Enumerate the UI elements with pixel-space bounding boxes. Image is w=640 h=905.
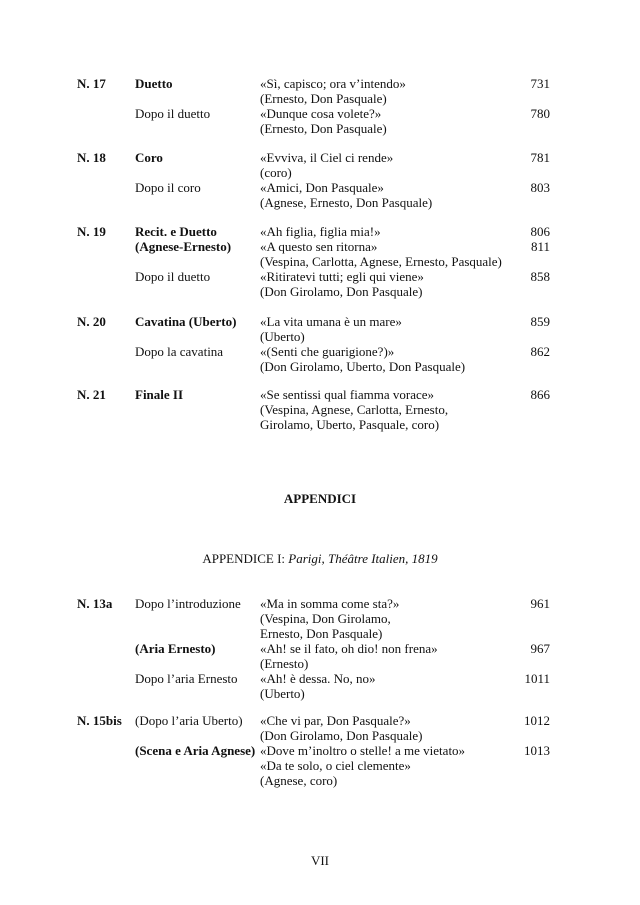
- section-title: Dopo il coro: [135, 180, 201, 195]
- toc-entry-group: [0, 224, 640, 299]
- incipit-text: «Amici, Don Pasquale»: [260, 180, 384, 195]
- incipit-text: «Ritiratevi tutti; egli qui viene»: [260, 269, 424, 284]
- toc-line: [0, 641, 640, 656]
- entry-number: N. 17: [77, 76, 106, 91]
- incipit-text: «Ah! se il fato, oh dio! non frena»: [260, 641, 438, 656]
- page-ref: 811: [530, 239, 550, 254]
- characters-text: (Ernesto, Don Pasquale): [260, 91, 387, 106]
- characters-text: (Don Girolamo, Don Pasquale): [260, 284, 423, 299]
- toc-line: [0, 284, 640, 299]
- page-ref: 731: [530, 76, 550, 91]
- characters-text: (Vespina, Agnese, Carlotta, Ernesto,: [260, 402, 449, 417]
- page-ref: 781: [530, 150, 550, 165]
- toc-line: [0, 269, 640, 284]
- section-title: Dopo il duetto: [135, 269, 211, 284]
- incipit-text: «Che vi par, Don Pasquale?»: [260, 713, 411, 728]
- toc-line: [0, 728, 640, 743]
- toc-line: [0, 359, 640, 374]
- toc-line: [0, 402, 640, 417]
- entry-number: N. 13a: [77, 596, 113, 611]
- page-ref: 1011: [524, 671, 550, 686]
- toc-line: [0, 195, 640, 210]
- toc-line: [0, 596, 640, 611]
- incipit-text: «Sì, capisco; ora v’intendo»: [260, 76, 406, 91]
- toc-line: [0, 121, 640, 136]
- incipit-text: «Dove m’inoltro o stelle! a me vietato»: [260, 743, 466, 758]
- incipit-text: «Evviva, il Ciel ci rende»: [260, 150, 394, 165]
- page-ref: 862: [530, 344, 550, 359]
- section-title: Dopo la cavatina: [135, 344, 224, 359]
- toc-entry-group: [0, 314, 640, 374]
- characters-text: (Vespina, Don Girolamo,: [260, 611, 391, 626]
- characters-text: (Uberto): [260, 686, 305, 701]
- page-ref: 866: [530, 387, 550, 402]
- toc-line: [0, 743, 640, 758]
- page-ref: 780: [530, 106, 550, 121]
- toc-entry-group: [0, 76, 640, 136]
- section-title: (Aria Ernesto): [135, 641, 216, 656]
- characters-text: (Vespina, Carlotta, Agnese, Ernesto, Pasquale): [260, 254, 502, 269]
- toc-line: [0, 713, 640, 728]
- page-ref: 858: [530, 269, 550, 284]
- toc-entry-group: [0, 713, 640, 788]
- page-ref: 1013: [524, 743, 550, 758]
- toc-line: [0, 224, 640, 239]
- toc-line: [0, 758, 640, 773]
- toc-line: [0, 76, 640, 91]
- toc-line: [0, 314, 640, 329]
- incipit-text: «Ma in somma come sta?»: [260, 596, 400, 611]
- section-title: (Agnese-Ernesto): [135, 239, 232, 254]
- section-title: Dopo il duetto: [135, 106, 211, 121]
- toc-line: [0, 165, 640, 180]
- page-ref: 1012: [524, 713, 550, 728]
- toc-line: [0, 150, 640, 165]
- incipit-text: «Ah figlia, figlia mia!»: [260, 224, 381, 239]
- toc-entry-group: [0, 150, 640, 210]
- characters-text: (Agnese, Ernesto, Don Pasquale): [260, 195, 433, 210]
- characters-text: (Agnese, coro): [260, 773, 338, 788]
- entry-number: N. 15bis: [77, 713, 122, 728]
- characters-text: (Uberto): [260, 329, 305, 344]
- characters-text: «Da te solo, o ciel clemente»: [260, 758, 411, 773]
- toc-line: [0, 91, 640, 106]
- section-title: Duetto: [135, 76, 173, 91]
- incipit-text: «Dunque cosa volete?»: [260, 106, 382, 121]
- characters-text: (Don Girolamo, Don Pasquale): [260, 728, 423, 743]
- toc-line: [0, 773, 640, 788]
- appendix-1-venue: Parigi, Théâtre Italien, 1819: [288, 551, 438, 566]
- section-title: Recit. e Duetto: [135, 224, 217, 239]
- entry-number: N. 20: [77, 314, 106, 329]
- toc-line: [0, 626, 640, 641]
- page-ref: 961: [530, 596, 550, 611]
- section-title: (Scena e Aria Agnese): [135, 743, 256, 758]
- toc-line: [0, 686, 640, 701]
- page-ref: 806: [530, 224, 550, 239]
- toc-line: [0, 344, 640, 359]
- section-title: Coro: [135, 150, 163, 165]
- characters-text: (Ernesto, Don Pasquale): [260, 121, 387, 136]
- appendici-heading: APPENDICI: [283, 491, 357, 506]
- toc-line: [0, 329, 640, 344]
- toc-line: [0, 254, 640, 269]
- toc-line: [0, 671, 640, 686]
- appendix-1-prefix: APPENDICE I:: [202, 551, 289, 566]
- characters-text: (Ernesto): [260, 656, 309, 671]
- section-title: Dopo l’introduzione: [135, 596, 241, 611]
- entry-number: N. 18: [77, 150, 106, 165]
- toc-line: [0, 611, 640, 626]
- incipit-text: «Ah! è dessa. No, no»: [260, 671, 376, 686]
- page-ref: 967: [530, 641, 550, 656]
- incipit-text: «Se sentissi qual fiamma vorace»: [260, 387, 435, 402]
- toc-line: [0, 106, 640, 121]
- entry-number: N. 21: [77, 387, 106, 402]
- page-number: VII: [310, 853, 330, 868]
- toc-line: [0, 656, 640, 671]
- incipit-text: «La vita umana è un mare»: [260, 314, 402, 329]
- section-title: (Dopo l’aria Uberto): [135, 713, 243, 728]
- toc-line: [0, 180, 640, 195]
- toc-line: [0, 239, 640, 254]
- section-title: Finale II: [135, 387, 184, 402]
- incipit-text: «(Senti che guarigione?)»: [260, 344, 395, 359]
- toc-entry-group: [0, 387, 640, 432]
- toc-line: [0, 417, 640, 432]
- section-title: Cavatina (Uberto): [135, 314, 237, 329]
- characters-text: Girolamo, Uberto, Pasquale, coro): [260, 417, 440, 432]
- section-title: Dopo l’aria Ernesto: [135, 671, 238, 686]
- characters-text: (Don Girolamo, Uberto, Don Pasquale): [260, 359, 466, 374]
- toc-line: [0, 387, 640, 402]
- toc-entry-group: [0, 596, 640, 701]
- entry-number: N. 19: [77, 224, 106, 239]
- page-ref: 859: [530, 314, 550, 329]
- incipit-text: «A questo sen ritorna»: [260, 239, 378, 254]
- page-ref: 803: [530, 180, 550, 195]
- characters-text: (coro): [260, 165, 292, 180]
- characters-text: Ernesto, Don Pasquale): [260, 626, 383, 641]
- appendix-1-heading: [0, 551, 640, 566]
